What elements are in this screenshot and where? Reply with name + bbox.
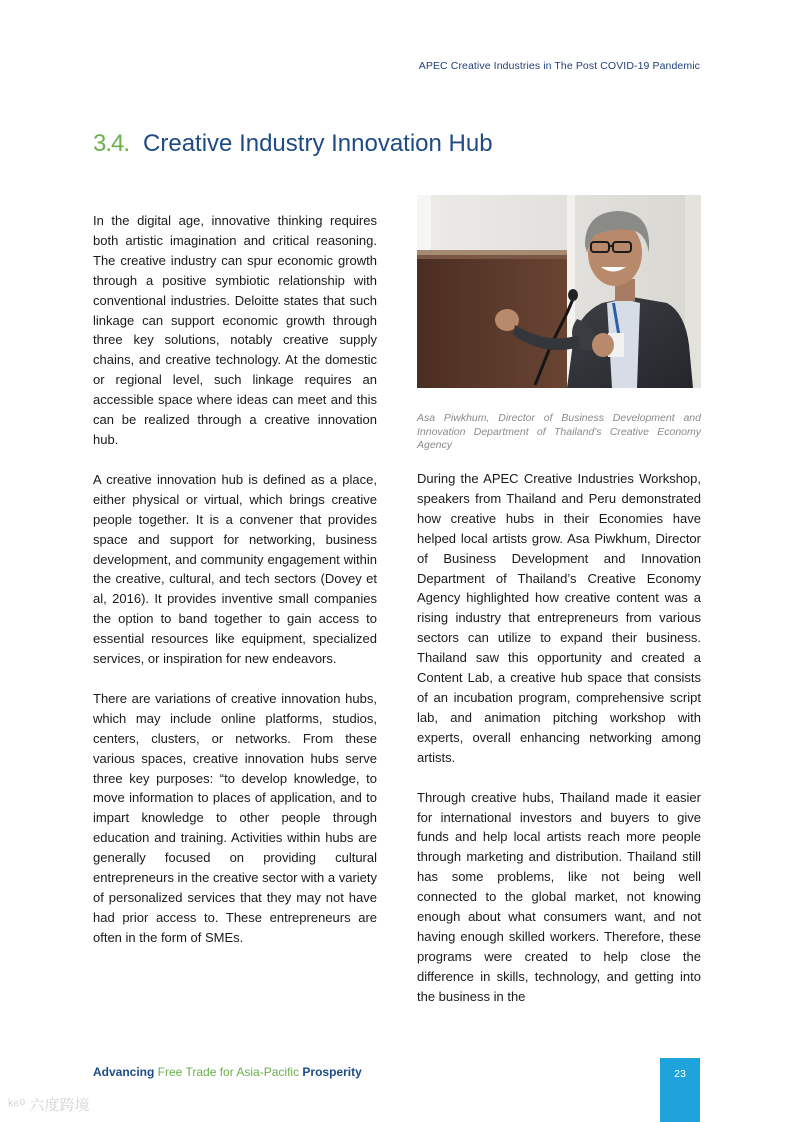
speaker-photo-illustration <box>417 195 701 388</box>
section-number: 3.4. <box>93 130 130 157</box>
body-paragraph: There are variations of creative innovation hubs, which may include online platforms, studios, centers, clusters, or networks. From these various spaces, creative innovation hubs serve three key purposes: “to develop knowledge, to move information to places of application, and to impart knowledge to other people through education and training. Activities within hubs are generally focused on providing cultural entrepreneurs in the creative sector with a variety of personalized services that they may not have had prior access to. These entrepreneurs are often in the form of SMEs. <box>93 690 377 945</box>
section-title: Creative Industry Innovation Hub <box>143 130 493 157</box>
left-column <box>93 211 377 968</box>
tagline-middle: Free Trade for Asia-Pacific <box>154 1065 303 1079</box>
watermark-logo-icon: ᵏ⁶⁰ <box>8 1097 26 1114</box>
speaker-photo <box>417 195 701 388</box>
page-number: 23 <box>674 1068 686 1080</box>
tagline-advancing: Advancing <box>93 1065 155 1079</box>
watermark <box>8 1094 89 1115</box>
photo-caption: Asa Piwkhum, Director of Business Development and Innovation Department of Thailand's Creative Economy Agency <box>417 412 701 451</box>
body-paragraph: Through creative hubs, Thailand made it easier for international investors and buyers to give funds and help local artists reach more people through marketing and distribution. Thailand still has some problems, like not being well connected to the global market, not knowing enough about what consumers want, and not having enough skilled workers. Therefore, these programs were created to help close the difference in skills, technology, and getting into the business in the <box>417 789 701 1004</box>
body-paragraph: During the APEC Creative Industries Workshop, speakers from Thailand and Peru demonstrated how creative hubs in their Economies have helped local artists grow. Asa Piwkhum, Director of Business Development and Innovation Department of Thailand’s Creative Economy Agency highlighted how creative content was a rising industry that entrepreneurs from various sectors can utilize to expand their business. Thailand saw this opportunity and created a Content Lab, a creative hub space that consists of an incubation program, comprehensive script lab, and animation pitching workshop with experts, overall enhancing networking among artists. <box>417 471 701 765</box>
right-column <box>417 469 701 1027</box>
page-number-box <box>660 1058 700 1122</box>
body-paragraph: In the digital age, innovative thinking requires both artistic imagination and critical reasoning. The creative industry can spur economic growth through a positive symbiotic relationship with conventional industries. Deloitte states that such linkage can support economic growth through three key solutions, notably creative supply chains, and creative technology. At the domestic or regional level, such linkage requires an accessible space where ideas can meet and this can be realized through a creative innovation hub. <box>93 213 377 447</box>
footer-tagline <box>93 1065 362 1079</box>
body-paragraph: A creative innovation hub is defined as a place, either physical or virtual, which brings creative people together. It is a convener that provides space and support for networking, business development, and community engagement within the creative, cultural, and tech sectors (Dovey et al, 2016). It provides inventive small companies the option to band together to gain access to essential resources like equipment, specialized services, or inspiration for new endeavors. <box>93 471 377 667</box>
watermark-text: 六度跨境 <box>29 1097 90 1114</box>
section-heading <box>93 130 493 158</box>
running-header: APEC Creative Industries in The Post COVID-19 Pandemic <box>418 60 700 72</box>
tagline-prosperity: Prosperity <box>302 1065 362 1079</box>
